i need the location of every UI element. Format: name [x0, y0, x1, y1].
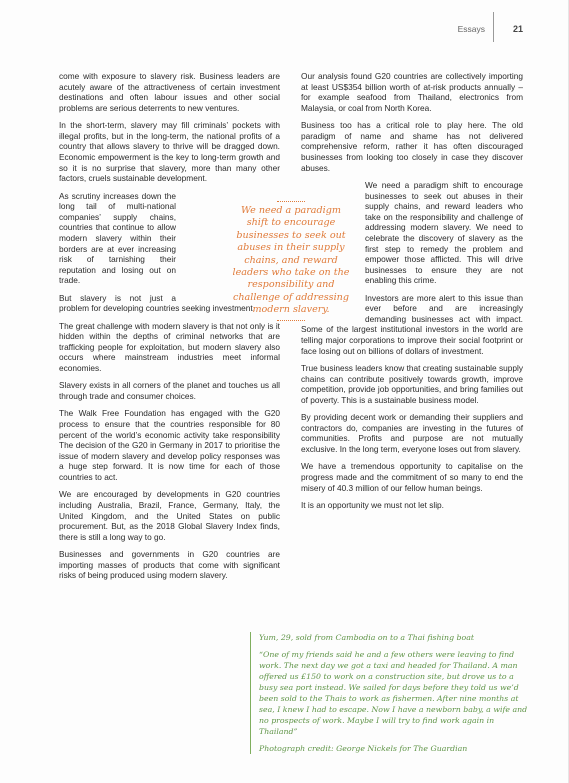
paragraph: We need a paradigm shift to encourage businesses to seek out abuses in their supply chains, and reward leaders who take on the responsibility and challenge of addressing modern slavery. We need to celebrate the discovery of slavery as the first step to remedy the problem and empower those afflicted. This will drive businesses to ensure they are not enabling this crime. — [365, 179, 523, 286]
caption-quote: “One of my friends said he and a few others were leaving to find work. The next day we got a taxi and headed for Thailand. A man offered us £150 to work on a construction site, but drove us to a busy sea port instead. We sailed for days before they told us we’d been sold to the Thais to work as fishermen. After nine months at sea, I knew I had to escape. Now I have a newborn baby, a wife and no prospects of work. Maybe I will try to find work again in Thailand” — [259, 650, 528, 736]
header-divider — [493, 12, 494, 42]
caption-title: Yum, 29, sold from Cambodia on to a Thai fishing boat — [259, 633, 475, 642]
paragraph: We have a tremendous opportunity to capitalise on the progress made and the commitment of so many to end the misery of 40.3 million of our fellow human beings. — [301, 461, 523, 493]
paragraph: As scrutiny increases down the long tail of multi-national companies’ supply chains, countries that continue to allow modern slavery within their borders are at ever increasing risk of tarnishing their reputation and losing out on trade. — [59, 190, 176, 286]
pull-quote-text: We need a paradigm shift to encourage businesses to seek out abuses in their supply chains, and reward leaders who take on the responsibility and challenge of addressing modern slavery. — [232, 205, 350, 316]
paragraph: We are encouraged by developments in G20 countries including Australia, Brazil, France, Germany, Italy, the United Kingdom, and the United States on public procurement. But, as the 2018 Global Slavery Index finds, there is still a long way to go. — [59, 489, 280, 542]
caption-credit: Photograph credit: George Nickels for The Guardian — [259, 744, 468, 753]
paragraph: In the short-term, slavery may fill criminals’ pockets with illegal profits, but in the long-term, the national profits of a country that allows slavery to thrive will be dragged down. Economic empowerment is the key to long-term growth and so it is no surprise that slavery, more than many other factors, cruels sustainable development. — [59, 120, 280, 184]
paragraph: come with exposure to slavery risk. Business leaders are acutely aware of the attractiveness of certain investment destinations and often labour issues and other social problems are serious deterrents to new ventures. — [59, 71, 280, 113]
paragraph: Business too has a critical role to play here. The old paradigm of name and shame has not delivered comprehensive reform, rather it has often discouraged businesses from looking too closely in case they discover abuses. — [301, 120, 523, 173]
section-label: Essays — [457, 24, 485, 34]
paragraph: The Walk Free Foundation has engaged with the G20 process to ensure that the countries responsible for 80 percent of the world’s economic activity take responsibility The decision of the G20 in Germany in 2017 to prioritise the issue of modern slavery and develop policy responses was a huge step forward. It is now time for each of those countries to act. — [59, 408, 280, 482]
pull-quote-rule-top — [277, 201, 305, 202]
paragraph: Our analysis found G20 countries are collectively importing at least US$354 billion worth of at-risk products annually – for example seafood from Thailand, electronics from Malaysia, or coal from North Korea. — [301, 71, 523, 113]
paragraph: True business leaders know that creating sustainable supply chains can contribute positively towards growth, improve competition, provide job opportunities, and bring families out of poverty. This is a sustainable business model. — [301, 363, 523, 405]
paragraph: It is an opportunity we must not let slip. — [301, 499, 444, 510]
paragraph: The great challenge with modern slavery is that not only is it hidden within the depths of criminal networks that are trafficking people for exploitation, but modern slavery also occurs where mainstream industries meet informal economies. — [59, 320, 280, 374]
paragraph: But slavery is not just a problem for developing countries seeking investment. — [59, 292, 256, 314]
paragraph: By providing decent work or demanding their suppliers and contractors do, companies are investing in the futures of communities. Profits and purpose are not mutually exclusive. In the long term, everyone loses out from slavery. — [301, 412, 523, 454]
pull-quote — [232, 201, 350, 321]
left-column — [59, 71, 280, 588]
pull-quote-rule-bottom — [277, 320, 305, 321]
photo-caption — [250, 632, 533, 754]
page-number: 21 — [513, 24, 524, 34]
paragraph: Investors are more alert to this issue than ever before and are increasingly demanding businesses act with impact. Some of the largest institutional investors in the world are telling major corporations to improve their social footprint or face losing out on billions of dollars of investment. — [301, 292, 523, 356]
paragraph: Businesses and governments in G20 countries are importing masses of products that come with significant risks of being produced using modern slavery. — [59, 549, 280, 581]
paragraph: Slavery exists in all corners of the planet and touches us all through trade and consumer choices. — [59, 380, 280, 402]
